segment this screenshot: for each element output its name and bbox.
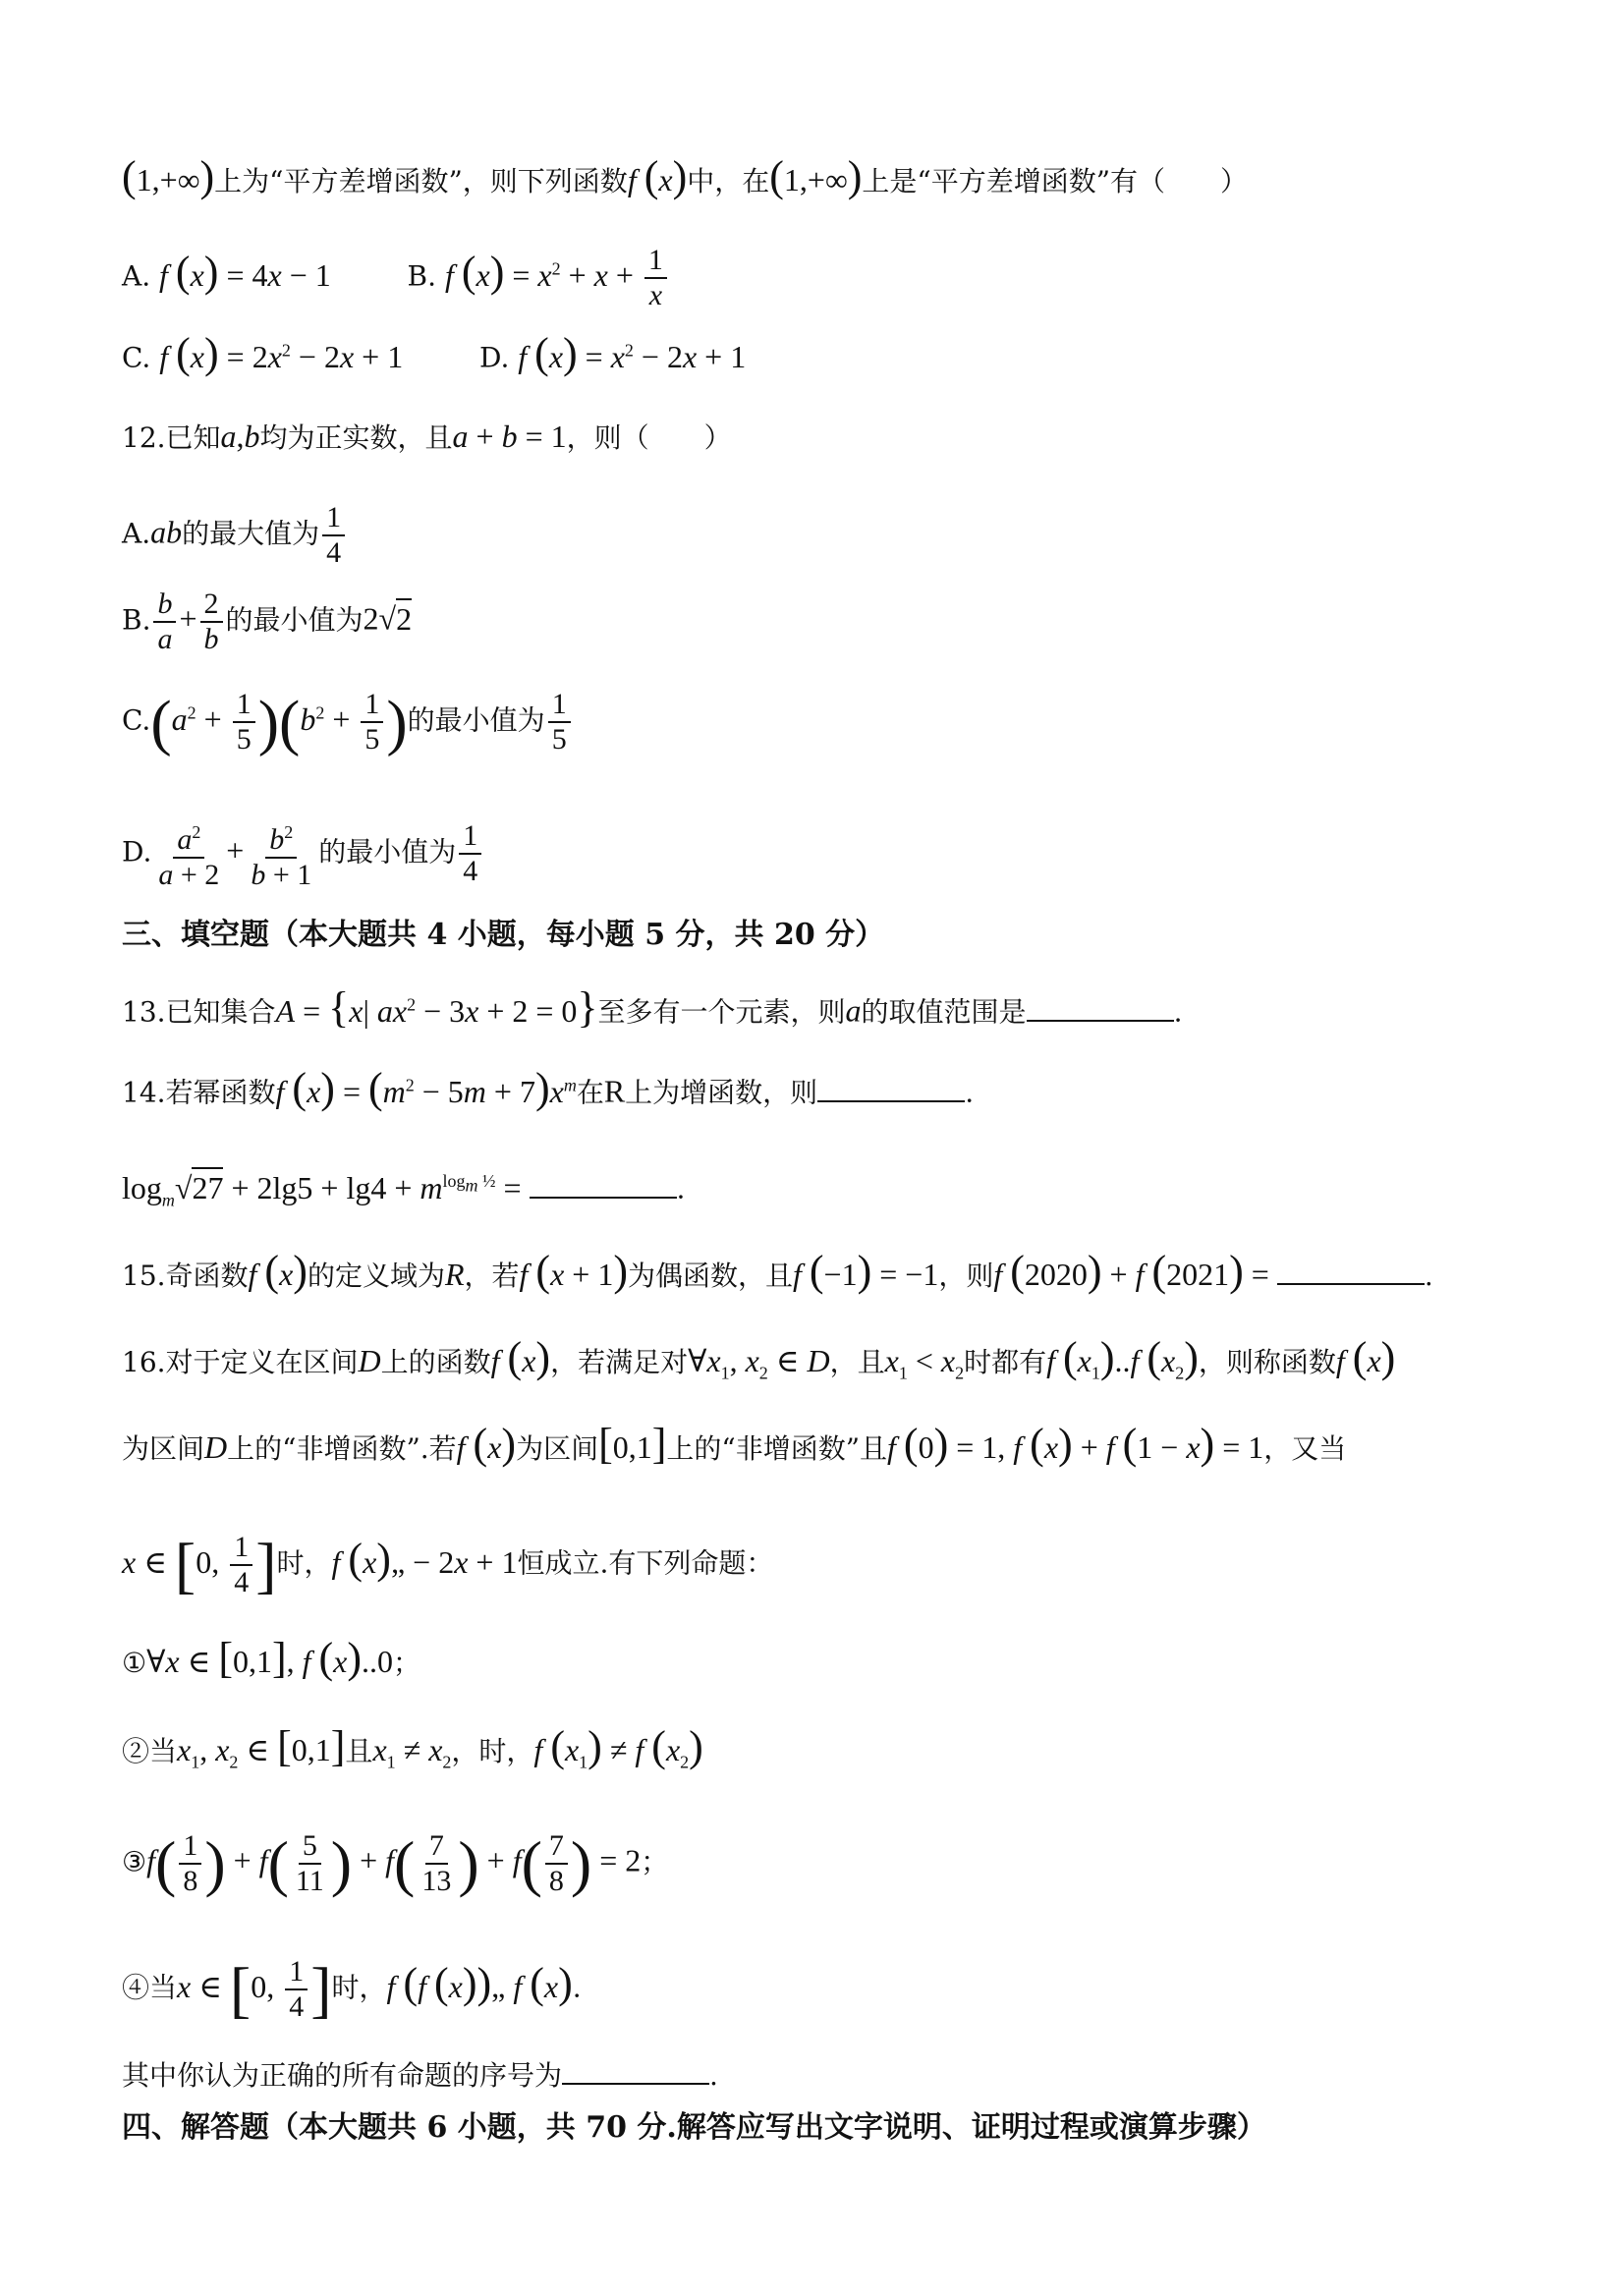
q16-l3-t1: 时， [276,1546,332,1580]
q16-line-2: 为区间D上的“非增函数”.若f (x)为区间[0,1]上的“非增函数”且f (0) = 1, f (x) + f (1 − x) = 1，又当 [122,1420,1347,1468]
q14-mid: 在 [576,1076,604,1109]
q16-line-1: 16.对于定义在区间D上的函数f (x)，若满足对$\forall x_1$, $x_2$ ∈ D，且$x_1 < x_2$时都有f $(x_1)..f$ $(x_2)$，则称函数f (x) [122,1333,1396,1383]
q11-stem: (1,+∞)上为“平方差增函数”，则下列函数f (x)中，在(1,+∞)上是“平方差增函数”有（ ） [122,152,1249,200]
q12-option-a-text: 的最大值为 [182,517,320,550]
q13-mid: 至多有一个元素，则 [597,995,846,1029]
q16-l1-t4: ，且 [829,1346,885,1378]
q16-l1-t5: 时都有 [964,1346,1047,1378]
q11-stem-text-2: 中，在 [687,165,770,197]
q15-prefix: 15.奇函数 [122,1260,249,1292]
q12-option-d: D. $\frac{a^2}{a + 2}$ + $\frac{b^2}{b + 1}$ 的最小值为 $\frac{1}{4}$ [122,815,1544,892]
q12-option-c-label: C. [122,703,151,737]
q16-l2-t3: 为区间 [516,1432,599,1465]
q14: 14.若幂函数f $(x) = (m^2 - 5m + 7)x^m$在R上为增函数，则 . [122,1063,975,1112]
q16-conclusion: 其中你认为正确的所有命题的序号为 . [122,2053,1544,2098]
q15-t3: 为偶函数，且 [627,1260,793,1292]
q11-options-cd [122,328,1544,380]
q16-answer-blank[interactable] [562,2053,709,2085]
q14-answer-blank-1[interactable] [817,1071,965,1102]
q11-option-c-formula: f $(x) = 2x^2 - 2x + 1$ [159,328,404,377]
q15-t4: ，则 [938,1260,994,1292]
section-4-heading: 四、解答题（本大题共 6 小题，共 70 分.解答应写出文字说明、证明过程或演算步骤） [122,2110,1266,2145]
q16-p2-t3: ，时， [451,1735,534,1767]
q16-p3-label: ③ [122,1845,147,1878]
q16-l2-t2: 上的“非增函数”.若 [227,1432,457,1465]
q16-l1-t2: 上的函数 [380,1346,491,1378]
q16-p2-label: ②当 [122,1735,178,1767]
q12-option-a-frac: $\frac{1}{4}$ [322,501,345,570]
q16-proposition-1: ①∀x ∈ [0,1], f (x)..0； [122,1634,421,1682]
q16-p1-label: ① [122,1647,147,1679]
q11-option-a-formula: f (x) = 4x − 1 [159,247,331,296]
q11-option-b-frac: $\frac{1}{x}$ [644,244,667,312]
section-3-heading: 三、填空题（本大题共 4 小题，每小题 5 分，共 20 分） [122,918,885,952]
q11-options-ab [122,244,1544,312]
q16-proposition-4: ④当x ∈ [0, $\frac{1}{4}$ ]时，f (f (x))„ f (x). [122,1954,582,2025]
q15-answer-blank[interactable] [1277,1254,1425,1285]
q13: 13.已知集合A = {x| $ax^2 - 3x + 2 = 0$}至多有一个元素，则a的取值范围是 . [122,982,1183,1032]
q11-option-b-formula: f $(x) = x^2 + x$ + [444,247,642,296]
q16-conclusion-text: 其中你认为正确的所有命题的序号为 [122,2059,563,2092]
q12-option-d-label: D. [122,835,152,868]
q11-option-c-label: C. [122,341,151,374]
q14-expression: $\log_m√27 + 2\lg 5 + \lg 4 + m^{log_m \frac{1}{2}}$ = . [122,1159,1544,1221]
q16-proposition-2: ②当$x_1$, $x_2$ ∈ [0,1]且$x_1 \ne x_2$，时，f $(x_1) \ne f$ $(x_2)$ [122,1722,703,1772]
q12-option-b: B. $\frac{b}{a}$ + $\frac{2}{b}$ 的最小值为2√2 [122,588,413,655]
q12-option-a-label: A. [122,517,151,550]
q16-l2-prefix: 为区间 [122,1432,205,1465]
q16-l2-t5: ，又当 [1263,1432,1347,1465]
q11-option-d-formula: f $(x) = x^2 - 2x + 1$ [518,328,747,377]
q12-option-b-text: 的最小值为 [225,603,364,637]
q16-p2-t2: 且 [345,1735,373,1767]
q12-stem: 12.已知a,b均为正实数，且a + b = 1，则（ ） [122,419,732,454]
q12-stem-suffix: ，则（ ） [566,421,732,454]
q12-option-a: A.ab的最大值为 $\frac{1}{4}$ [122,501,1544,570]
q15: 15.奇函数f (x)的定义域为R，若f (x + 1)为偶函数，且f (−1) = −1，则f (2020) + f (2021) = . [122,1247,1433,1295]
q14-answer-blank-2[interactable] [530,1167,677,1199]
q16-l1-prefix: 16.对于定义在区间 [122,1346,359,1378]
q11-option-b-label: B. [407,259,437,293]
q11-stem-text-3: 上是“平方差增函数”有（ ） [862,165,1249,197]
q16-l3-t2: 恒成立.有下列命题： [517,1546,774,1580]
q16-proposition-3: ③f( $\frac{1}{8}$ ) + f( $\frac{5}{11}$ ) + f( $\frac{7}{13}$ ) + f( $\frac{7}{8}$ ) = 2； [122,1828,669,1898]
q16-line-3: x ∈ [0, $\frac{1}{4}$ ]时，f (x)„ − 2x + 1恒成立.有下列命题： [122,1530,774,1600]
q15-t1: 的定义域为 [307,1260,445,1292]
q13-prefix: 13.已知集合 [122,995,276,1029]
q12-option-c-text: 的最小值为 [407,703,545,737]
q12-option-d-text: 的最小值为 [318,835,457,868]
q13-suffix: 的取值范围是 [861,995,1027,1029]
q12-stem-mid: 均为正实数，且 [259,421,453,454]
q16-l1-t3: ，若满足对 [550,1346,689,1378]
q16-p4-t2: 时， [331,1971,387,2004]
q13-answer-blank[interactable] [1027,990,1174,1022]
q12-stem-prefix: 12.已知 [122,421,221,454]
q16-p4-label: ④当 [122,1971,178,2004]
q12-option-c: $C.(a^2$ + $\frac{1}{5}$ )($b^2$ + $\frac{1}{5}$ )的最小值为 $\frac{1}{5}$ [122,688,1544,756]
q11-stem-text-1: 上为“平方差增函数”，则下列函数 [214,165,628,197]
q14-prefix: 14.若幂函数 [122,1076,276,1109]
q16-l2-t4: 上的“非增函数”且 [666,1432,888,1465]
q12-option-b-label: B. [122,603,151,637]
q16-l1-t6: ，则称函数 [1198,1346,1336,1378]
q11-option-d-label: D. [479,341,510,374]
q11-option-a-label: A. [122,259,151,293]
q15-t2: ，若 [464,1260,520,1292]
q14-mid2: 上为增函数，则 [625,1076,818,1109]
